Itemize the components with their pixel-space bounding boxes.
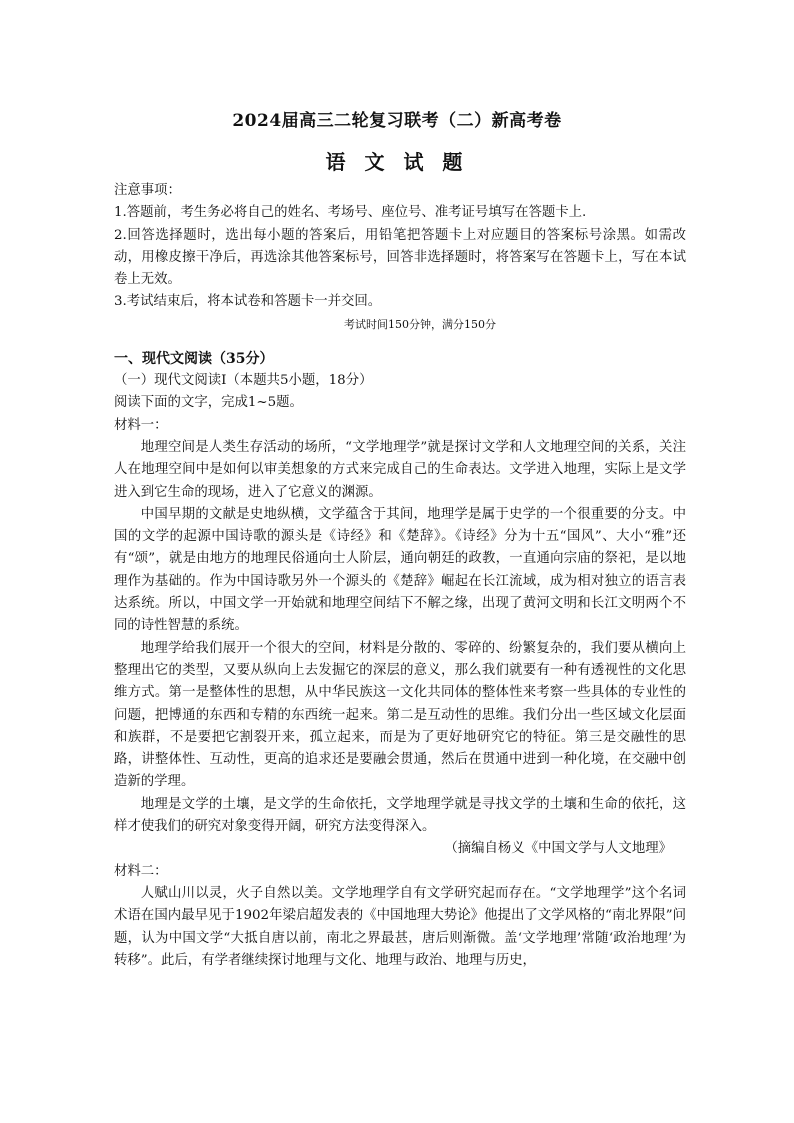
note-item-2: 2.回答选择题时，选出每小题的答案后，用铅笔把答题卡上对应题目的答案标号涂黑。如需改动，用橡皮擦干净后，再选涂其他答案标号，回答非选择题时，将答案写在答题卡上，写在本试卷上无效。	[114, 227, 686, 288]
note-item-3: 3.考试结束后，将本试卷和答题卡一并交回。	[114, 294, 382, 310]
exam-title: 2024届高三二轮复习联考（二）新高考卷	[232, 111, 562, 131]
reading-instruction: 阅读下面的文字，完成1~5题。	[114, 395, 303, 411]
material-1-source: （摘编自杨义《中国文学与人文地理》	[444, 841, 672, 857]
material-1-paragraph: 地理是文学的土壤，是文学的生命依托，文学地理学就是寻找文学的土壤和生命的依托，这样才使我们的研究对象变得开阔，研究方法变得深入。	[114, 796, 686, 835]
material-1-paragraph: 地理学给我们展开一个很大的空间，材料是分散的、零碎的、纷繁复杂的，我们要从横向上整理出它的类型，又要从纵向上去发掘它的深层的意义，那么我们就要有一种有透视性的文化思维方式。第一是整体性的思想，从中华民族这一文化共同体的整体性来考察一些具体的专业性的问题，把博通的东西和专精的东西统一起来。第二是互动性的思维。我们分出一些区域文化层面和族群，不是要把它割裂开来，孤立起来，而是为了更好地研究它的特征。第三是交融性的思路，讲整体性、互动性，更高的追求还是要融会贯通，然后在贯通中进到一种化境，在交融中创造新的学理。	[114, 640, 686, 790]
material-1-paragraph: 地理空间是人类生存活动的场所，“文学地理学”就是探讨文学和人文地理空间的关系，关注人在地理空间中是如何以审美想象的方式来完成自己的生命表达。文学进入地理，实际上是文学进入到它生命的现场，进入了它意义的渊源。	[114, 439, 686, 500]
material-2-label: 材料二：	[114, 863, 168, 879]
material-1-paragraph: 中国早期的文献是史地纵横，文学蕴含于其间，地理学是属于史学的一个很重要的分支。中国的文学的起源中国诗歌的源头是《诗经》和《楚辞》。《诗经》分为十五“国风”、大小“雅”还有“颂”，就是由地方的地理民俗通向士人阶层，通向朝廷的政教，一直通向宗庙的祭祀，是以地理作为基础的。作为中国诗歌另外一个源头的《楚辞》崛起在长江流域，成为相对独立的语言表达系统。所以，中国文学一开始就和地理空间结下不解之缘，出现了黄河文明和长江文明两个不同的诗性智慧的系统。	[114, 506, 686, 634]
subject-title: 语 文 试 题	[325, 150, 469, 174]
sub-section-heading: （一）现代文阅读Ⅰ（本题共5小题，18分）	[114, 373, 373, 389]
note-item-1: 1.答题前，考生务必将自己的姓名、考场号、座位号、准考证号填写在答题卡上.	[114, 205, 587, 221]
material-2-paragraph: 人赋山川以灵，火子自然以美。文学地理学自有文学研究起而存在。“文学地理学”这个名词术语在国内最早见于1902年梁启超发表的《中国地理大势论》他提出了文学风格的“南北界限”问题，认为中国文学“大抵自唐以前，南北之界最甚，唐后则渐微。盖‘文学地理’常随‘政治地理’为转移”。此后，有学者继续探讨地理与文化、地理与政治、地理与历史，	[114, 885, 686, 968]
page-content	[114, 180, 686, 972]
exam-time-info: 考试时间150分钟，满分150分	[344, 317, 496, 331]
section-heading: 一、现代文阅读（35分）	[114, 350, 274, 367]
material-1-label: 材料一：	[114, 417, 168, 433]
notes-heading: 注意事项：	[114, 183, 181, 198]
